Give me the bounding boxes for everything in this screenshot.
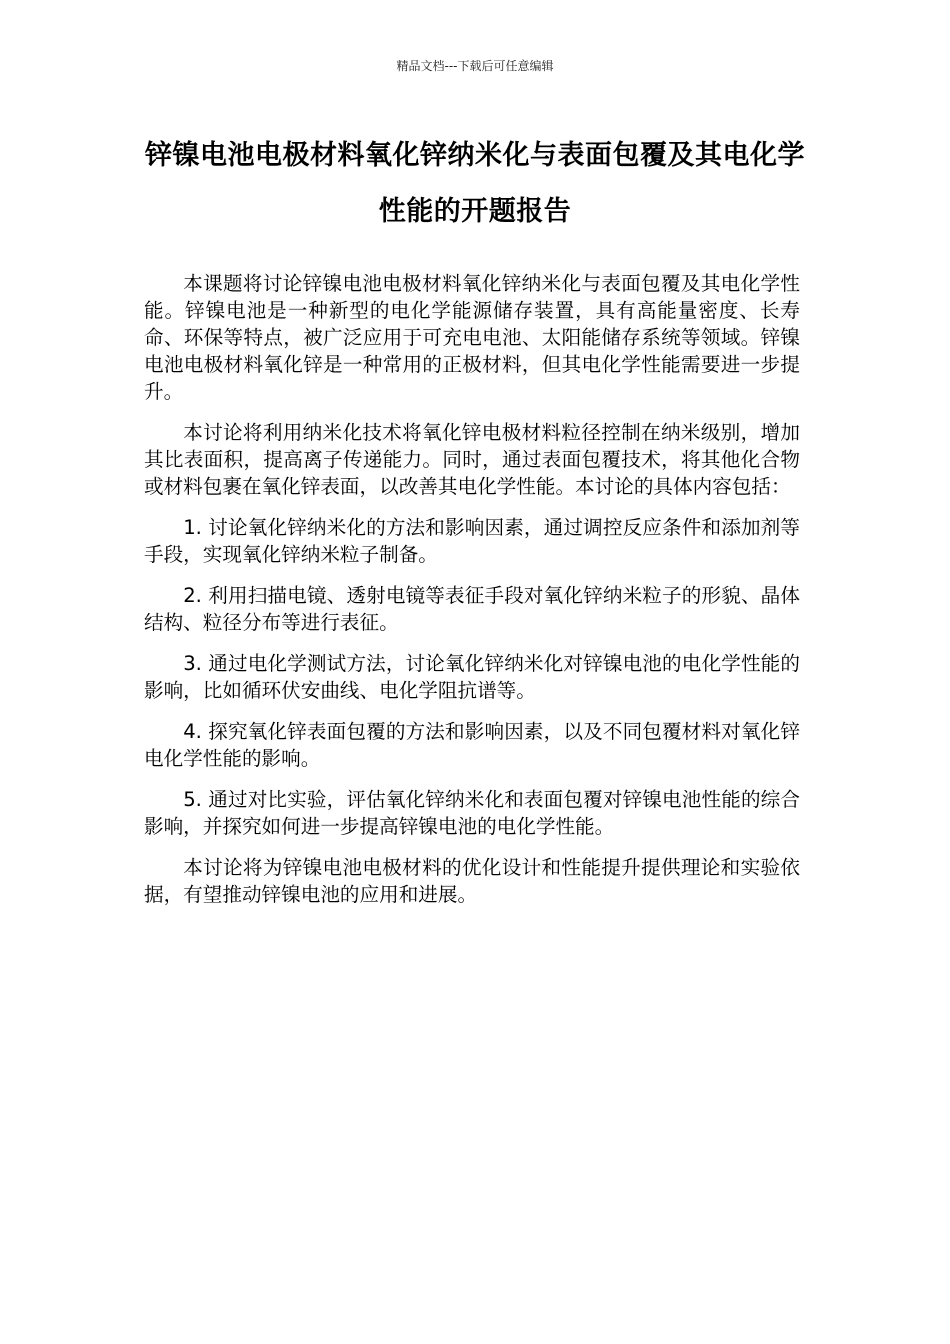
paragraph-intro: 本课题将讨论锌镍电池电极材料氧化锌纳米化与表面包覆及其电化学性能。锌镍电池是一种新型的电化学能源储存装置，具有高能量密度、长寿命、环保等特点，被广泛应用于可充电电池、太阳能储存系统等领域。锌镍电池电极材料氧化锌是一种常用的正极材料，但其电化学性能需要进一步提升。 [144, 272, 800, 403]
list-item-5: 5. 通过对比实验，评估氧化锌纳米化和表面包覆对锌镍电池性能的综合影响，并探究如何进一步提高锌镍电池的电化学性能。 [144, 788, 800, 838]
list-item-4: 4. 探究氧化锌表面包覆的方法和影响因素，以及不同包覆材料对氧化锌电化学性能的影响。 [144, 720, 800, 770]
document-title: 锌镍电池电极材料氧化锌纳米化与表面包覆及其电化学性能的开题报告 [145, 140, 805, 227]
list-item-1: 1. 讨论氧化锌纳米化的方法和影响因素，通过调控反应条件和添加剂等手段，实现氧化锌纳米粒子制备。 [144, 516, 800, 566]
document-body [144, 270, 800, 922]
paragraph-method: 本讨论将利用纳米化技术将氧化锌电极材料粒径控制在纳米级别，增加其比表面积，提高离子传递能力。同时，通过表面包覆技术，将其他化合物或材料包裹在氧化锌表面，以改善其电化学性能。本讨论的具体内容包括： [144, 421, 800, 498]
list-item-2: 2. 利用扫描电镜、透射电镜等表征手段对氧化锌纳米粒子的形貌、晶体结构、粒径分布等进行表征。 [144, 584, 800, 634]
header-note: 精品文档---下载后可任意编辑 [396, 59, 554, 73]
paragraph-conclusion: 本讨论将为锌镍电池电极材料的优化设计和性能提升提供理论和实验依据，有望推动锌镍电池的应用和进展。 [144, 856, 800, 906]
list-item-3: 3. 通过电化学测试方法，讨论氧化锌纳米化对锌镍电池的电化学性能的影响，比如循环伏安曲线、电化学阻抗谱等。 [144, 652, 800, 702]
